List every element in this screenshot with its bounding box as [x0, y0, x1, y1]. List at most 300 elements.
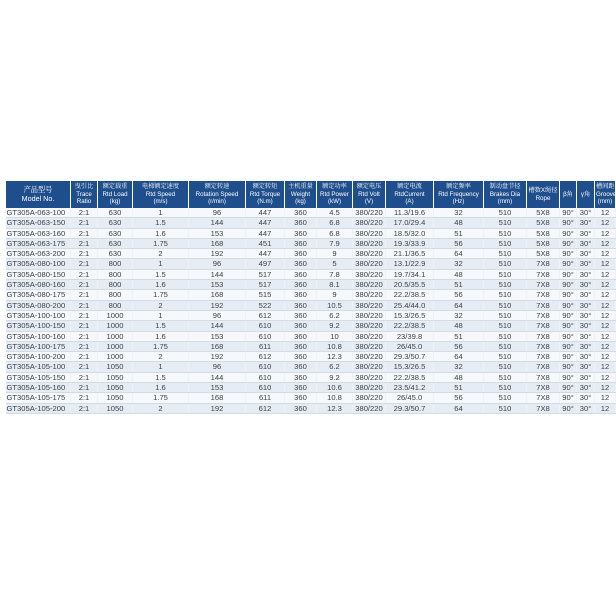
cell-weight: 360: [285, 383, 317, 393]
cell-speed: 1.6: [133, 280, 189, 290]
cell-current: 25.4/44.0: [386, 300, 434, 310]
cell-volt: 380/220: [353, 238, 386, 248]
cell-frequency: 64: [434, 352, 484, 362]
cell-gamma: 30°: [577, 300, 595, 310]
cell-speed: 2: [133, 300, 189, 310]
cell-speed: 1.75: [133, 341, 189, 351]
cell-rope: 5X8: [527, 228, 560, 238]
cell-speed: 2: [133, 249, 189, 259]
cell-load: 1000: [98, 321, 133, 331]
cell-weight: 360: [285, 331, 317, 341]
cell-weight: 360: [285, 321, 317, 331]
cell-weight: 360: [285, 403, 317, 413]
cell-model: GT305A-105-200: [6, 403, 71, 413]
header-torque: 额定转矩 Rtd Torque (N.m): [246, 181, 285, 208]
cell-speed: 1: [133, 362, 189, 372]
cell-rotation: 144: [189, 372, 246, 382]
cell-weight: 360: [285, 269, 317, 279]
cell-groove: 12: [595, 403, 616, 413]
cell-frequency: 32: [434, 362, 484, 372]
cell-volt: 380/220: [353, 259, 386, 269]
cell-ratio: 2:1: [71, 341, 98, 351]
table-row: [6, 208, 616, 218]
cell-ratio: 2:1: [71, 249, 98, 259]
cell-groove: 12: [595, 280, 616, 290]
table-row: [6, 331, 616, 341]
cell-rope: 7X8: [527, 321, 560, 331]
cell-rope: 7X8: [527, 310, 560, 320]
table-row: [6, 259, 616, 269]
cell-gamma: 30°: [577, 269, 595, 279]
cell-load: 630: [98, 228, 133, 238]
cell-brakes: 510: [484, 218, 527, 228]
cell-ratio: 2:1: [71, 331, 98, 341]
header-beta: β角: [560, 181, 577, 208]
table-row: [6, 362, 616, 372]
cell-power: 9: [317, 290, 353, 300]
cell-frequency: 32: [434, 310, 484, 320]
cell-torque: 517: [246, 280, 285, 290]
cell-rotation: 153: [189, 280, 246, 290]
cell-ratio: 2:1: [71, 218, 98, 228]
cell-ratio: 2:1: [71, 300, 98, 310]
cell-beta: 90°: [560, 372, 577, 382]
cell-load: 1050: [98, 372, 133, 382]
cell-torque: 515: [246, 290, 285, 300]
cell-brakes: 510: [484, 331, 527, 341]
cell-current: 18.5/32.0: [386, 228, 434, 238]
cell-rope: 5X8: [527, 249, 560, 259]
cell-rope: 7X8: [527, 331, 560, 341]
cell-weight: 360: [285, 341, 317, 351]
cell-rotation: 192: [189, 403, 246, 413]
cell-rope: 7X8: [527, 290, 560, 300]
cell-rotation: 168: [189, 393, 246, 403]
header-power: 额定功率 Rtd Power (kW): [317, 181, 353, 208]
cell-weight: 360: [285, 280, 317, 290]
cell-beta: 90°: [560, 403, 577, 413]
cell-model: GT305A-080-160: [6, 280, 71, 290]
cell-groove: 12: [595, 218, 616, 228]
cell-power: 6.8: [317, 228, 353, 238]
cell-torque: 610: [246, 321, 285, 331]
cell-load: 1050: [98, 393, 133, 403]
cell-frequency: 64: [434, 249, 484, 259]
cell-ratio: 2:1: [71, 228, 98, 238]
cell-power: 10: [317, 331, 353, 341]
cell-beta: 90°: [560, 383, 577, 393]
cell-volt: 380/220: [353, 208, 386, 218]
cell-rotation: 96: [189, 259, 246, 269]
cell-speed: 1: [133, 259, 189, 269]
cell-ratio: 2:1: [71, 393, 98, 403]
cell-beta: 90°: [560, 321, 577, 331]
cell-model: GT305A-063-200: [6, 249, 71, 259]
cell-groove: 12: [595, 228, 616, 238]
cell-brakes: 510: [484, 310, 527, 320]
cell-brakes: 510: [484, 269, 527, 279]
spec-table-body: [6, 208, 616, 413]
cell-power: 9.2: [317, 372, 353, 382]
cell-speed: 1.6: [133, 331, 189, 341]
cell-rotation: 192: [189, 300, 246, 310]
cell-rotation: 168: [189, 238, 246, 248]
cell-groove: 12: [595, 269, 616, 279]
table-row: [6, 352, 616, 362]
header-rotation: 额定转速 Rotation Speed (r/min): [189, 181, 246, 208]
cell-load: 1050: [98, 362, 133, 372]
cell-torque: 612: [246, 352, 285, 362]
cell-model: GT305A-080-150: [6, 269, 71, 279]
cell-model: GT305A-105-100: [6, 362, 71, 372]
cell-frequency: 64: [434, 403, 484, 413]
table-row: [6, 300, 616, 310]
cell-speed: 2: [133, 352, 189, 362]
cell-weight: 360: [285, 259, 317, 269]
cell-torque: 447: [246, 218, 285, 228]
cell-gamma: 30°: [577, 383, 595, 393]
cell-model: GT305A-063-160: [6, 228, 71, 238]
cell-frequency: 51: [434, 331, 484, 341]
cell-weight: 360: [285, 352, 317, 362]
header-load: 额定载重 Rtd Load (kg): [98, 181, 133, 208]
cell-beta: 90°: [560, 228, 577, 238]
cell-torque: 610: [246, 372, 285, 382]
cell-groove: 12: [595, 238, 616, 248]
header-brakes: 制动盘节径 Brakes Dia (mm): [484, 181, 527, 208]
cell-ratio: 2:1: [71, 269, 98, 279]
cell-current: 22.2/38.5: [386, 321, 434, 331]
cell-beta: 90°: [560, 341, 577, 351]
cell-load: 800: [98, 280, 133, 290]
cell-beta: 90°: [560, 280, 577, 290]
table-row: [6, 228, 616, 238]
cell-current: 17.0/29.4: [386, 218, 434, 228]
cell-brakes: 510: [484, 280, 527, 290]
cell-rotation: 96: [189, 310, 246, 320]
cell-beta: 90°: [560, 331, 577, 341]
cell-volt: 380/220: [353, 372, 386, 382]
cell-gamma: 30°: [577, 208, 595, 218]
header-groove: 槽间距 Groove (mm): [595, 181, 616, 208]
cell-volt: 380/220: [353, 341, 386, 351]
header-weight: 主机重量 Weight (kg): [285, 181, 317, 208]
cell-current: 26/45.0: [386, 341, 434, 351]
cell-model: GT305A-100-175: [6, 341, 71, 351]
cell-weight: 360: [285, 393, 317, 403]
table-row: [6, 383, 616, 393]
cell-ratio: 2:1: [71, 310, 98, 320]
cell-rope: 5X8: [527, 208, 560, 218]
cell-beta: 90°: [560, 290, 577, 300]
cell-volt: 380/220: [353, 218, 386, 228]
cell-groove: 12: [595, 362, 616, 372]
cell-power: 6.2: [317, 362, 353, 372]
cell-brakes: 510: [484, 238, 527, 248]
cell-load: 630: [98, 208, 133, 218]
cell-gamma: 30°: [577, 218, 595, 228]
cell-frequency: 56: [434, 341, 484, 351]
cell-power: 7.8: [317, 269, 353, 279]
cell-torque: 497: [246, 259, 285, 269]
cell-weight: 360: [285, 362, 317, 372]
cell-brakes: 510: [484, 228, 527, 238]
cell-load: 1000: [98, 352, 133, 362]
cell-volt: 380/220: [353, 362, 386, 372]
cell-frequency: 32: [434, 208, 484, 218]
cell-current: 19.7/34.1: [386, 269, 434, 279]
cell-load: 1000: [98, 331, 133, 341]
cell-gamma: 30°: [577, 321, 595, 331]
cell-rope: 7X8: [527, 393, 560, 403]
cell-rope: 7X8: [527, 341, 560, 351]
cell-frequency: 48: [434, 372, 484, 382]
cell-volt: 380/220: [353, 249, 386, 259]
cell-torque: 612: [246, 403, 285, 413]
cell-current: 23/39.8: [386, 331, 434, 341]
cell-speed: 1.5: [133, 218, 189, 228]
cell-rotation: 96: [189, 208, 246, 218]
cell-rotation: 192: [189, 249, 246, 259]
cell-gamma: 30°: [577, 393, 595, 403]
cell-gamma: 30°: [577, 228, 595, 238]
cell-power: 10.8: [317, 341, 353, 351]
cell-gamma: 30°: [577, 372, 595, 382]
header-current: 额定电流 RtdCurrent (A): [386, 181, 434, 208]
cell-load: 800: [98, 269, 133, 279]
cell-volt: 380/220: [353, 352, 386, 362]
cell-load: 800: [98, 259, 133, 269]
cell-ratio: 2:1: [71, 208, 98, 218]
cell-model: GT305A-080-200: [6, 300, 71, 310]
cell-rotation: 144: [189, 269, 246, 279]
cell-speed: 1.75: [133, 290, 189, 300]
table-row: [6, 290, 616, 300]
cell-brakes: 510: [484, 321, 527, 331]
cell-current: 29.3/50.7: [386, 352, 434, 362]
cell-volt: 380/220: [353, 300, 386, 310]
cell-ratio: 2:1: [71, 403, 98, 413]
cell-power: 10.8: [317, 393, 353, 403]
cell-groove: 12: [595, 341, 616, 351]
cell-volt: 380/220: [353, 383, 386, 393]
cell-beta: 90°: [560, 208, 577, 218]
cell-gamma: 30°: [577, 280, 595, 290]
cell-gamma: 30°: [577, 352, 595, 362]
cell-frequency: 48: [434, 321, 484, 331]
header-rope: 槽数X绳径 Rope: [527, 181, 560, 208]
cell-weight: 360: [285, 300, 317, 310]
cell-groove: 12: [595, 300, 616, 310]
table-row: [6, 269, 616, 279]
table-row: [6, 218, 616, 228]
cell-rope: 7X8: [527, 280, 560, 290]
table-header-row: [6, 181, 616, 208]
cell-weight: 360: [285, 208, 317, 218]
cell-volt: 380/220: [353, 403, 386, 413]
cell-model: GT305A-080-100: [6, 259, 71, 269]
cell-torque: 447: [246, 228, 285, 238]
cell-gamma: 30°: [577, 403, 595, 413]
table-row: [6, 238, 616, 248]
cell-current: 29.3/50.7: [386, 403, 434, 413]
cell-volt: 380/220: [353, 321, 386, 331]
cell-brakes: 510: [484, 403, 527, 413]
cell-rope: 7X8: [527, 269, 560, 279]
cell-frequency: 32: [434, 259, 484, 269]
cell-load: 800: [98, 290, 133, 300]
cell-load: 800: [98, 300, 133, 310]
cell-model: GT305A-063-175: [6, 238, 71, 248]
cell-groove: 12: [595, 310, 616, 320]
cell-gamma: 30°: [577, 249, 595, 259]
cell-groove: 12: [595, 321, 616, 331]
cell-brakes: 510: [484, 290, 527, 300]
cell-ratio: 2:1: [71, 362, 98, 372]
cell-gamma: 30°: [577, 331, 595, 341]
cell-model: GT305A-063-100: [6, 208, 71, 218]
cell-model: GT305A-105-175: [6, 393, 71, 403]
cell-ratio: 2:1: [71, 280, 98, 290]
cell-volt: 380/220: [353, 280, 386, 290]
cell-brakes: 510: [484, 393, 527, 403]
cell-torque: 610: [246, 362, 285, 372]
cell-beta: 90°: [560, 300, 577, 310]
table-row: [6, 249, 616, 259]
cell-groove: 12: [595, 372, 616, 382]
cell-power: 8.1: [317, 280, 353, 290]
cell-weight: 360: [285, 228, 317, 238]
cell-power: 9.2: [317, 321, 353, 331]
cell-power: 6.2: [317, 310, 353, 320]
cell-frequency: 64: [434, 300, 484, 310]
cell-frequency: 56: [434, 290, 484, 300]
cell-rope: 7X8: [527, 403, 560, 413]
cell-ratio: 2:1: [71, 383, 98, 393]
cell-beta: 90°: [560, 259, 577, 269]
cell-rope: 7X8: [527, 372, 560, 382]
cell-groove: 12: [595, 352, 616, 362]
cell-weight: 360: [285, 372, 317, 382]
cell-rope: 7X8: [527, 362, 560, 372]
cell-brakes: 510: [484, 300, 527, 310]
cell-volt: 380/220: [353, 228, 386, 238]
cell-rope: 5X8: [527, 238, 560, 248]
cell-gamma: 30°: [577, 341, 595, 351]
cell-frequency: 51: [434, 383, 484, 393]
header-frequency: 额定频率 Rtd Frequency (Hz): [434, 181, 484, 208]
cell-volt: 380/220: [353, 393, 386, 403]
cell-model: GT305A-080-175: [6, 290, 71, 300]
cell-current: 15.3/26.5: [386, 310, 434, 320]
table-row: [6, 341, 616, 351]
cell-current: 26/45.0: [386, 393, 434, 403]
cell-brakes: 510: [484, 372, 527, 382]
spec-table: [5, 181, 616, 414]
cell-model: GT305A-100-150: [6, 321, 71, 331]
cell-power: 7.9: [317, 238, 353, 248]
cell-brakes: 510: [484, 208, 527, 218]
cell-current: 11.3/19.6: [386, 208, 434, 218]
cell-power: 9: [317, 249, 353, 259]
cell-model: GT305A-100-200: [6, 352, 71, 362]
cell-rope: 7X8: [527, 300, 560, 310]
cell-beta: 90°: [560, 352, 577, 362]
cell-brakes: 510: [484, 341, 527, 351]
cell-speed: 1.6: [133, 383, 189, 393]
cell-current: 23.5/41.2: [386, 383, 434, 393]
cell-load: 1050: [98, 383, 133, 393]
cell-gamma: 30°: [577, 290, 595, 300]
cell-load: 1000: [98, 341, 133, 351]
table-row: [6, 403, 616, 413]
cell-speed: 1: [133, 310, 189, 320]
cell-brakes: 510: [484, 362, 527, 372]
cell-gamma: 30°: [577, 362, 595, 372]
cell-rope: 7X8: [527, 383, 560, 393]
cell-rope: 7X8: [527, 352, 560, 362]
cell-torque: 610: [246, 331, 285, 341]
cell-ratio: 2:1: [71, 290, 98, 300]
cell-torque: 611: [246, 393, 285, 403]
cell-volt: 380/220: [353, 290, 386, 300]
cell-speed: 1.75: [133, 393, 189, 403]
cell-rotation: 153: [189, 228, 246, 238]
cell-torque: 517: [246, 269, 285, 279]
cell-current: 20.5/35.5: [386, 280, 434, 290]
cell-beta: 90°: [560, 218, 577, 228]
cell-groove: 12: [595, 393, 616, 403]
cell-model: GT305A-100-160: [6, 331, 71, 341]
cell-weight: 360: [285, 249, 317, 259]
cell-current: 19.3/33.9: [386, 238, 434, 248]
cell-torque: 451: [246, 238, 285, 248]
cell-rotation: 168: [189, 290, 246, 300]
cell-rope: 7X8: [527, 259, 560, 269]
cell-weight: 360: [285, 290, 317, 300]
cell-frequency: 48: [434, 269, 484, 279]
cell-rotation: 96: [189, 362, 246, 372]
cell-rotation: 153: [189, 383, 246, 393]
cell-gamma: 30°: [577, 238, 595, 248]
cell-weight: 360: [285, 218, 317, 228]
cell-beta: 90°: [560, 362, 577, 372]
cell-load: 630: [98, 249, 133, 259]
cell-volt: 380/220: [353, 331, 386, 341]
cell-rotation: 168: [189, 341, 246, 351]
cell-groove: 12: [595, 383, 616, 393]
cell-groove: 12: [595, 249, 616, 259]
cell-speed: 1.6: [133, 228, 189, 238]
cell-beta: 90°: [560, 249, 577, 259]
cell-speed: 1.5: [133, 321, 189, 331]
cell-current: 22.2/38.5: [386, 372, 434, 382]
cell-current: 15.3/26.5: [386, 362, 434, 372]
cell-volt: 380/220: [353, 269, 386, 279]
cell-groove: 12: [595, 208, 616, 218]
cell-power: 10.6: [317, 383, 353, 393]
header-volt: 额定电压 Rtd Volt (V): [353, 181, 386, 208]
cell-frequency: 51: [434, 228, 484, 238]
header-gamma: γ角: [577, 181, 595, 208]
cell-rotation: 192: [189, 352, 246, 362]
cell-power: 12.3: [317, 352, 353, 362]
cell-load: 1050: [98, 403, 133, 413]
table-row: [6, 393, 616, 403]
cell-speed: 1: [133, 208, 189, 218]
cell-ratio: 2:1: [71, 238, 98, 248]
cell-rotation: 153: [189, 331, 246, 341]
